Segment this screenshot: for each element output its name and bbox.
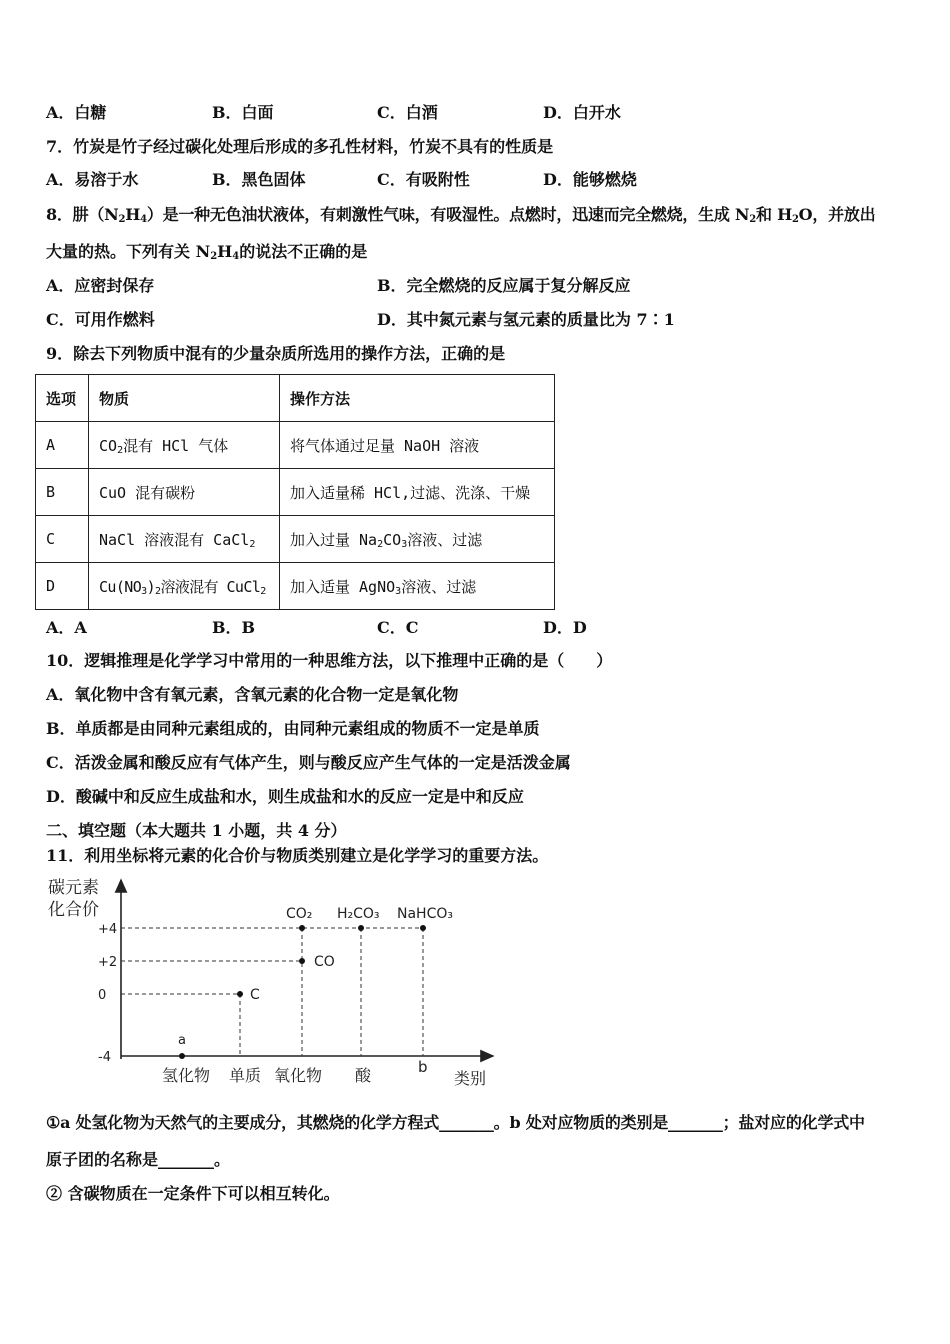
point-label: a [178, 1033, 186, 1048]
q9-option-a: A．A [46, 618, 87, 637]
table-row [36, 563, 555, 610]
point-label: CO [314, 954, 335, 970]
y-axis-label-line1: 碳元素 [48, 878, 99, 898]
q7-option-d: D．能够燃烧 [543, 170, 637, 189]
header-cell: 选项 [36, 375, 89, 422]
q6-option-c: C．白酒 [377, 103, 438, 122]
q11-part1-line1: ①a 处氢化物为天然气的主要成分，其燃烧的化学方程式_______。b 处对应物质的类别是_______；盐对应的化学式中 [46, 1113, 865, 1132]
section-heading: 二、填空题（本大题共 1 小题，共 4 分） [46, 821, 347, 840]
x-tick-label: 氧化物 [274, 1066, 323, 1085]
q8-option-b: B．完全燃烧的反应属于复分解反应 [377, 276, 631, 295]
y-tick-label: -4 [98, 1050, 111, 1065]
data-point [420, 925, 426, 931]
header-cell: 操作方法 [280, 375, 555, 422]
q7-option-b: B．黑色固体 [212, 170, 306, 189]
q9-option-d: D．D [543, 618, 587, 637]
data-point [179, 1053, 185, 1059]
x-tick-label: 酸 [355, 1066, 372, 1085]
q11-part2: ② 含碳物质在一定条件下可以相互转化。 [46, 1184, 340, 1203]
q8-option-d: D．其中氮元素与氢元素的质量比为 7∶1 [377, 310, 675, 329]
data-point [237, 991, 243, 997]
table-row [36, 516, 555, 563]
data-point [358, 925, 364, 931]
point-label: NaHCO₃ [397, 906, 453, 922]
q9-option-b: B．B [212, 618, 256, 637]
q6-option-a: A．白糖 [46, 103, 107, 122]
point-label: CO₂ [286, 906, 313, 922]
q10-option-b: B．单质都是由同种元素组成的，由同种元素组成的物质不一定是单质 [46, 719, 540, 738]
table-header-row [36, 375, 555, 422]
y-tick-label: +4 [98, 922, 118, 937]
q6-option-b: B．白面 [212, 103, 274, 122]
substance-cell: $CO_2$混有 HCl 气体 [89, 422, 280, 469]
x-tick-label: 氢化物 [162, 1066, 211, 1085]
header-cell: 物质 [89, 375, 280, 422]
option-cell: B [36, 469, 89, 516]
q8-stem-line2: 大量的热。下列有关 $N_2H_4$的说法不正确的是 [46, 242, 368, 262]
option-cell: C [36, 516, 89, 563]
q9-table [35, 374, 555, 610]
substance-cell: NaCl 溶液混有 CaCl$_2$ [89, 516, 280, 563]
q10-option-a: A．氧化物中含有氧元素，含氧元素的化合物一定是氧化物 [46, 685, 459, 704]
data-point [299, 958, 305, 964]
q10-stem: 10．逻辑推理是化学学习中常用的一种思维方法，以下推理中正确的是（ ） [46, 651, 613, 670]
q8-stem-line1: 8．肼$(N_2H_4)$是一种无色油状液体，有刺激性气味，有吸湿性。点燃时，迅速而完全燃烧，生成 $N_2$和 $H_2O$，并放出 [46, 205, 876, 225]
method-cell: 加入适量 AgNO$_3$溶液、过滤 [280, 563, 555, 610]
method-cell: 加入适量稀 HCl,过滤、洗涤、干燥 [280, 469, 555, 516]
data-point [299, 925, 305, 931]
q11-stem: 11．利用坐标将元素的化合价与物质类别建立是化学学习的重要方法。 [46, 846, 549, 865]
y-axis-label-line2: 化合价 [48, 900, 99, 920]
q10-option-c: C．活泼金属和酸反应有气体产生，则与酸反应产生气体的一定是活泼金属 [46, 753, 571, 772]
method-cell: 将气体通过足量 NaOH 溶液 [280, 422, 555, 469]
option-cell: D [36, 563, 89, 610]
point-label: C [250, 987, 260, 1003]
q10-option-d: D．酸碱中和反应生成盐和水，则生成盐和水的反应一定是中和反应 [46, 787, 524, 806]
table-row [36, 422, 555, 469]
substance-cell: $Cu(NO_3)_2$溶液混有 CuCl$_2$ [89, 563, 280, 610]
x-tick-label: b [418, 1058, 428, 1076]
method-cell: 加入过量 $Na_2CO_3$溶液、过滤 [280, 516, 555, 563]
q7-option-a: A．易溶于水 [46, 170, 139, 189]
q8-option-c: C．可用作燃料 [46, 310, 155, 329]
y-tick-label: 0 [98, 988, 107, 1003]
x-tick-label: 单质 [229, 1066, 262, 1085]
x-axis-label: 类别 [454, 1069, 487, 1088]
q7-stem: 7．竹炭是竹子经过碳化处理后形成的多孔性材料，竹炭不具有的性质是 [46, 137, 554, 156]
option-cell: A [36, 422, 89, 469]
q9-option-c: C．C [377, 618, 419, 637]
q8-option-a: A．应密封保存 [46, 276, 155, 295]
valence-chart [40, 870, 510, 1092]
point-label: H₂CO₃ [337, 906, 380, 922]
table-row [36, 469, 555, 516]
q11-part1-line2: 原子团的名称是_______。 [46, 1150, 231, 1169]
q7-option-c: C．有吸附性 [377, 170, 470, 189]
q9-stem: 9．除去下列物质中混有的少量杂质所选用的操作方法，正确的是 [46, 344, 506, 363]
y-tick-label: +2 [98, 955, 118, 970]
q6-option-d: D．白开水 [543, 103, 621, 122]
substance-cell: CuO 混有碳粉 [89, 469, 280, 516]
